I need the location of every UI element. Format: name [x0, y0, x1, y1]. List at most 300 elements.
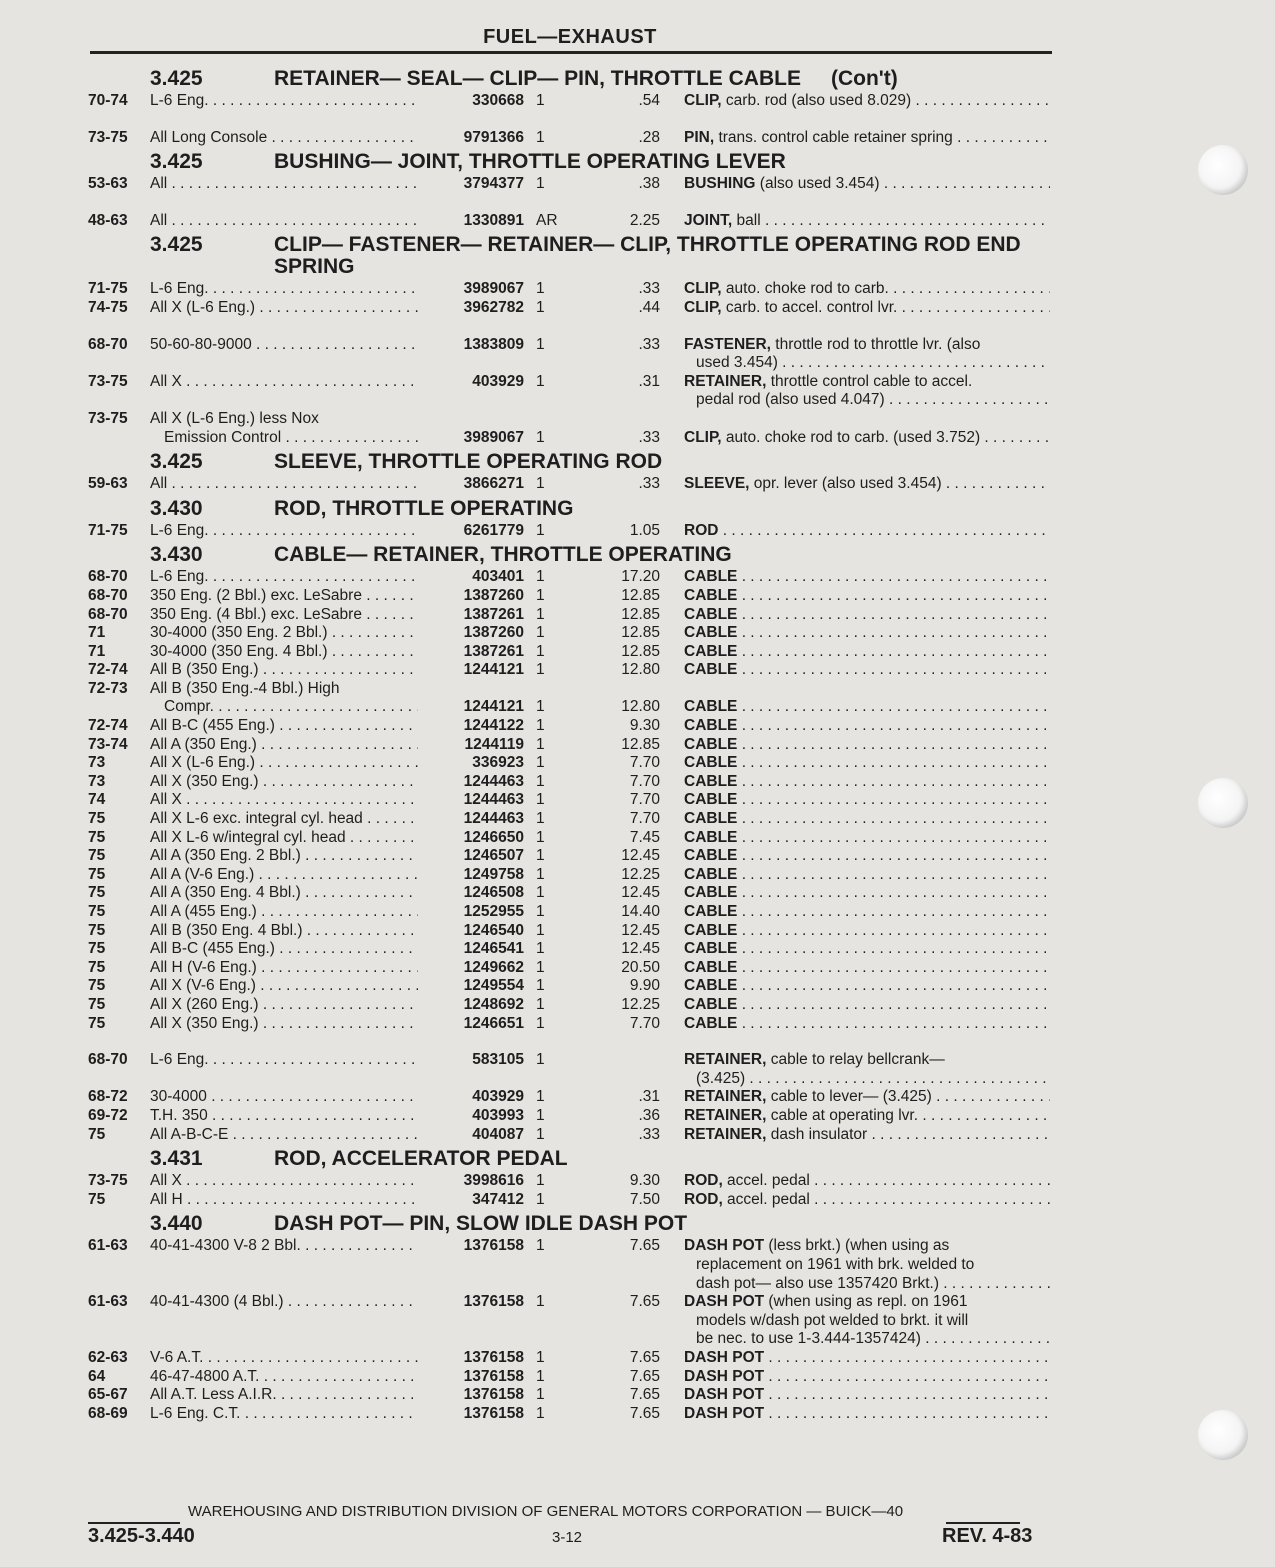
part-description: [684, 373, 1050, 410]
footer-rule-left: [88, 1522, 180, 1524]
model-description-line: All A-B-C-E . . .: [150, 1126, 418, 1145]
description-text: (also used 3.454): [755, 175, 880, 193]
description-text: ball: [732, 211, 761, 229]
binder-hole: [1198, 145, 1248, 195]
model-years: 71-75: [88, 280, 128, 298]
part-number: 1376158: [463, 1237, 524, 1255]
description-keyword: DASH POT: [684, 1386, 765, 1404]
description-keyword: CABLE: [684, 995, 738, 1013]
model-years: 75: [88, 847, 106, 865]
model-years: 75: [88, 921, 106, 939]
model-description-line: L-6 Eng. . . .: [150, 568, 418, 587]
model-years: 71: [88, 624, 106, 642]
description-line: [684, 643, 1050, 662]
price: 12.45: [621, 940, 660, 958]
description-text: (when using as repl. on 1961: [764, 1293, 968, 1311]
price: 12.80: [621, 698, 660, 716]
quantity: 1: [536, 1125, 545, 1143]
part-description: [684, 661, 1050, 680]
part-description: [684, 1386, 1050, 1405]
part-description: [684, 1349, 1050, 1368]
table-row: [88, 522, 1054, 541]
quantity: 1: [536, 940, 545, 958]
part-description: [684, 959, 1050, 978]
description-text: accel. pedal: [722, 1172, 810, 1190]
part-number: 336923: [472, 754, 524, 772]
description-keyword: CABLE: [684, 717, 738, 735]
model-description: [150, 661, 418, 680]
table-row: [88, 736, 1054, 755]
description-line: [684, 1126, 1050, 1145]
part-number: 1387260: [463, 586, 524, 604]
table-row: [88, 280, 1054, 299]
part-description: [684, 996, 1050, 1015]
footer-revision: REV. 4-83: [942, 1525, 1033, 1547]
part-number: 403929: [472, 1088, 524, 1106]
model-description: [150, 1015, 418, 1034]
quantity: 1: [536, 568, 545, 586]
section-title-text: ROD, THROTTLE OPERATING: [274, 496, 574, 520]
model-description: [150, 959, 418, 978]
part-number: 3866271: [463, 475, 524, 493]
description-keyword: CABLE: [684, 903, 738, 920]
price: 12.25: [621, 995, 660, 1013]
model-description: [150, 922, 418, 941]
description-text: trans. control cable retainer spring: [714, 128, 953, 146]
description-line: [684, 922, 1050, 941]
price: 7.65: [629, 1348, 660, 1366]
description-line: [684, 1088, 1050, 1107]
model-years: 70-74: [88, 92, 128, 109]
table-row: [88, 1191, 1054, 1210]
model-years: 62-63: [88, 1348, 128, 1366]
model-years: 53-63: [88, 175, 128, 193]
description-text: cable to relay bellcrank—: [766, 1051, 945, 1069]
quantity: 1: [536, 1051, 545, 1069]
description-keyword: ROD,: [684, 1190, 723, 1208]
table-row: [88, 959, 1054, 978]
price: .33: [638, 428, 660, 446]
description-line: [684, 903, 1050, 922]
model-description-line: All X (350 Eng.) . . .: [150, 773, 418, 792]
model-years: 75: [88, 1014, 106, 1032]
price: 7.70: [629, 754, 660, 772]
description-line: [684, 940, 1050, 959]
model-description: [150, 1126, 418, 1145]
section-title: [274, 234, 1054, 278]
model-description: [150, 680, 418, 717]
quantity: 1: [536, 772, 545, 790]
price: 9.90: [629, 977, 660, 995]
quantity: 1: [536, 810, 545, 828]
part-description: [684, 129, 1050, 148]
model-years: 65-67: [88, 1386, 128, 1404]
section-title-text: ROD, ACCELERATOR PEDAL: [274, 1147, 568, 1171]
model-years: 75: [88, 995, 106, 1013]
table-row: [88, 606, 1054, 625]
description-keyword: CABLE: [684, 1014, 738, 1032]
part-description: [684, 643, 1050, 662]
quantity: 1: [536, 128, 545, 146]
quantity: 1: [536, 372, 545, 390]
description-text: throttle control cable to accel.: [766, 372, 973, 390]
description-text: dash insulator: [766, 1125, 868, 1143]
table-row: [88, 1107, 1054, 1126]
part-description: [684, 336, 1050, 373]
model-description-line: 40-41-4300 V-8 2 Bbl. . . .: [150, 1237, 418, 1256]
model-description-line: All X (L-6 Eng.) . . .: [150, 299, 418, 318]
table-row: [88, 847, 1054, 866]
table-row: [88, 661, 1054, 680]
price: 14.40: [621, 903, 660, 920]
model-description: [150, 336, 418, 355]
description-keyword: CABLE: [684, 810, 738, 828]
part-number: 1376158: [463, 1293, 524, 1311]
price: .31: [638, 1088, 660, 1106]
description-line: [684, 280, 1050, 299]
description-keyword: CLIP,: [684, 280, 722, 298]
price: 7.50: [629, 1190, 660, 1208]
model-years: 73-75: [88, 1172, 128, 1190]
part-description: [684, 212, 1050, 231]
description-line: [684, 866, 1050, 885]
table-row: [88, 175, 1054, 194]
quantity: 1: [536, 298, 545, 316]
part-description: [684, 1051, 1050, 1088]
section-title-text: DASH POT— PIN, SLOW IDLE DASH POT: [274, 1212, 688, 1236]
binder-hole: [1198, 778, 1248, 828]
description-keyword: RETAINER,: [684, 1051, 767, 1069]
price: 12.25: [621, 865, 660, 883]
price: 12.85: [621, 586, 660, 604]
table-row: [88, 1088, 1054, 1107]
model-years: 48-63: [88, 211, 128, 229]
part-number: 403993: [472, 1106, 524, 1124]
part-number: 403929: [472, 372, 524, 390]
section-number: 3.425: [150, 67, 203, 90]
model-years: 75: [88, 884, 106, 902]
description-keyword: RETAINER,: [684, 1106, 767, 1124]
model-years: 69-72: [88, 1106, 128, 1124]
part-number: 1244463: [463, 810, 524, 828]
model-description: [150, 1172, 418, 1191]
quantity: 1: [536, 828, 545, 846]
description-keyword: DASH POT: [684, 1404, 765, 1422]
description-line: [684, 336, 1050, 355]
description-line: [684, 1172, 1050, 1191]
model-description-line: All A (350 Eng. 2 Bbl.) . . .: [150, 847, 418, 866]
description-keyword: CABLE: [684, 865, 738, 883]
part-number: 1249554: [463, 977, 524, 995]
model-years: 68-70: [88, 1051, 128, 1069]
description-line: [684, 624, 1050, 643]
table-row: [88, 624, 1054, 643]
model-years: 75: [88, 958, 106, 976]
part-description: [684, 791, 1050, 810]
part-number: 1252955: [463, 903, 524, 920]
section-number: 3.430: [150, 543, 203, 567]
part-description: [684, 903, 1050, 922]
model-description: [150, 373, 418, 392]
table-row: [88, 587, 1054, 606]
description-line: [684, 1275, 1050, 1294]
description-text: opr. lever (also used 3.454): [749, 475, 942, 493]
part-description: [684, 680, 1050, 717]
section-header: [88, 1213, 1054, 1235]
model-description: [150, 847, 418, 866]
model-description: [150, 568, 418, 587]
quantity: 1: [536, 624, 545, 642]
table-row: [88, 568, 1054, 587]
description-keyword: CABLE: [684, 791, 738, 809]
model-description: [150, 587, 418, 606]
quantity: 1: [536, 92, 545, 109]
model-years: 68-70: [88, 335, 128, 353]
footer-division: WAREHOUSING AND DISTRIBUTION DIVISION OF GENERAL MOTORS CORPORATION — BUICK—40: [188, 1503, 904, 1520]
part-number: 1376158: [463, 1404, 524, 1422]
model-description: [150, 1088, 418, 1107]
section-title-text: CABLE— RETAINER, THROTTLE OPERATING: [274, 543, 732, 567]
quantity: 1: [536, 717, 545, 735]
model-description-line: T.H. 350 . . .: [150, 1107, 418, 1126]
price: 1.05: [629, 521, 660, 539]
part-description: [684, 754, 1050, 773]
part-number: 3998616: [463, 1172, 524, 1190]
model-description: [150, 624, 418, 643]
description-keyword: CABLE: [684, 754, 738, 772]
price: .28: [638, 128, 660, 146]
description-text: be nec. to use 1-3.444-1357424): [696, 1330, 921, 1348]
description-keyword: CABLE: [684, 977, 738, 995]
quantity: 1: [536, 475, 545, 493]
section-title: [274, 151, 1054, 173]
row-spacer: [88, 318, 1054, 336]
model-description-line: 40-41-4300 (4 Bbl.) . . .: [150, 1293, 418, 1312]
model-years: 75: [88, 828, 106, 846]
quantity: 1: [536, 1293, 545, 1311]
price: 7.65: [629, 1237, 660, 1255]
description-keyword: CABLE: [684, 958, 738, 976]
description-keyword: CABLE: [684, 642, 738, 660]
model-description-line: 350 Eng. (2 Bbl.) exc. LeSabre . . .: [150, 587, 418, 606]
description-text: models w/dash pot welded to brkt. it will: [696, 1311, 969, 1329]
description-line: [684, 884, 1050, 903]
description-line: [684, 791, 1050, 810]
description-text: cable at operating lvr.: [766, 1106, 919, 1124]
model-description-line: 30-4000 (350 Eng. 2 Bbl.) . . .: [150, 624, 418, 643]
section-header: [88, 68, 1054, 90]
price: .44: [638, 298, 660, 316]
description-line: [684, 829, 1050, 848]
quantity: 1: [536, 1386, 545, 1404]
section-header: [88, 151, 1054, 173]
model-description-line: All X . . .: [150, 373, 418, 392]
price: 7.70: [629, 1014, 660, 1032]
price: .31: [638, 372, 660, 390]
part-number: 1376158: [463, 1367, 524, 1385]
quantity: 1: [536, 754, 545, 772]
part-number: 9791366: [463, 128, 524, 146]
table-row: [88, 1051, 1054, 1088]
part-description: [684, 884, 1050, 903]
description-line: [684, 736, 1050, 755]
quantity: 1: [536, 1088, 545, 1106]
model-description: [150, 299, 418, 318]
description-line: [684, 1312, 1050, 1331]
model-years: 73: [88, 772, 106, 790]
price: 17.20: [621, 568, 660, 586]
section-number: 3.431: [150, 1147, 203, 1171]
description-line: [684, 1191, 1050, 1210]
description-keyword: CLIP,: [684, 298, 722, 316]
part-description: [684, 280, 1050, 299]
table-row: [88, 1368, 1054, 1387]
quantity: 1: [536, 735, 545, 753]
model-description-line: All A.T. Less A.I.R. . . .: [150, 1386, 418, 1405]
model-years: 74: [88, 791, 106, 809]
description-line: [684, 354, 1050, 373]
binder-hole: [1198, 1410, 1248, 1460]
quantity: 1: [536, 175, 545, 193]
model-description-line: Compr. . . .: [150, 698, 418, 717]
quantity: 1: [536, 1237, 545, 1255]
price: 12.85: [621, 605, 660, 623]
price: 12.45: [621, 921, 660, 939]
section-title: [274, 68, 1054, 90]
description-keyword: CABLE: [684, 735, 738, 753]
model-description-line: All B (350 Eng.-4 Bbl.) High: [150, 679, 340, 697]
model-description: [150, 996, 418, 1015]
model-description-line: All . . .: [150, 175, 418, 194]
model-description-line: L-6 Eng. . . .: [150, 1051, 418, 1070]
description-keyword: CABLE: [684, 921, 738, 939]
description-line: [684, 847, 1050, 866]
part-description: [684, 1191, 1050, 1210]
model-description-line: 30-4000 . . .: [150, 1088, 418, 1107]
table-row: [88, 977, 1054, 996]
quantity: 1: [536, 1014, 545, 1032]
model-description-line: 46-47-4800 A.T. . . .: [150, 1368, 418, 1387]
description-keyword: JOINT,: [684, 211, 733, 229]
part-number: 1376158: [463, 1348, 524, 1366]
model-description-line: All A (350 Eng.) . . .: [150, 736, 418, 755]
description-line: [684, 175, 1050, 194]
row-spacer: [88, 1033, 1054, 1051]
description-line: [684, 1349, 1050, 1368]
price: 7.65: [629, 1386, 660, 1404]
description-keyword: DASH POT: [684, 1237, 765, 1255]
part-number: 1249662: [463, 958, 524, 976]
part-description: [684, 475, 1050, 494]
price: 7.70: [629, 772, 660, 790]
price: 7.65: [629, 1367, 660, 1385]
part-description: [684, 810, 1050, 829]
model-description-line: All X (V-6 Eng.) . . .: [150, 977, 418, 996]
model-years: 75: [88, 903, 106, 920]
model-description: [150, 1051, 418, 1070]
model-description-line: L-6 Eng. . . .: [150, 280, 418, 299]
table-row: [88, 1349, 1054, 1368]
model-description: [150, 280, 418, 299]
quantity: 1: [536, 921, 545, 939]
table-row: [88, 373, 1054, 410]
description-line: [684, 522, 1050, 541]
model-years: 71-75: [88, 521, 128, 539]
part-description: [684, 587, 1050, 606]
description-line: [684, 996, 1050, 1015]
quantity: 1: [536, 1172, 545, 1190]
model-description-line: All H (V-6 Eng.) . . .: [150, 959, 418, 978]
part-number: 1244121: [463, 661, 524, 679]
price: 7.65: [629, 1404, 660, 1422]
part-number: 3794377: [463, 175, 524, 193]
top-rule: [90, 51, 1052, 54]
part-description: [684, 829, 1050, 848]
part-description: [684, 1107, 1050, 1126]
model-description-line: All B-C (455 Eng.) . . .: [150, 940, 418, 959]
part-description: [684, 940, 1050, 959]
model-description-line: All . . .: [150, 475, 418, 494]
part-description: [684, 299, 1050, 318]
price: 7.45: [629, 828, 660, 846]
part-number: 3962782: [463, 298, 524, 316]
quantity: 1: [536, 847, 545, 865]
description-keyword: CABLE: [684, 568, 738, 586]
description-text: (less brkt.) (when using as: [764, 1237, 950, 1255]
price: .36: [638, 1106, 660, 1124]
table-row: [88, 1015, 1054, 1034]
model-years: 68-69: [88, 1404, 128, 1422]
part-description: [684, 717, 1050, 736]
description-text: carb. to accel. control lvr.: [721, 298, 898, 316]
model-description: [150, 903, 418, 922]
price: 20.50: [621, 958, 660, 976]
model-years: 75: [88, 940, 106, 958]
model-years: 75: [88, 977, 106, 995]
price: 12.85: [621, 735, 660, 753]
description-line: [684, 391, 1050, 410]
description-line: [684, 373, 1050, 392]
table-row: [88, 866, 1054, 885]
quantity: 1: [536, 1106, 545, 1124]
model-description-line: 350 Eng. (4 Bbl.) exc. LeSabre . . .: [150, 606, 418, 625]
model-description: [150, 1293, 418, 1312]
model-description: [150, 940, 418, 959]
table-row: [88, 212, 1054, 231]
description-line: [684, 1237, 1050, 1256]
section-title-text: BUSHING— JOINT, THROTTLE OPERATING LEVER: [274, 150, 786, 174]
model-description-line: All X (L-6 Eng.) less Nox: [150, 409, 319, 427]
model-description-line: All A (455 Eng.) . . .: [150, 903, 418, 922]
price: 12.45: [621, 847, 660, 865]
model-description: [150, 475, 418, 494]
part-description: [684, 522, 1050, 541]
model-description: [150, 606, 418, 625]
description-keyword: ROD: [684, 521, 719, 539]
model-years: 75: [88, 1190, 106, 1208]
part-description: [684, 92, 1050, 111]
model-years: 61-63: [88, 1293, 128, 1311]
quantity: 1: [536, 958, 545, 976]
price: 9.30: [629, 1172, 660, 1190]
quantity: 1: [536, 698, 545, 716]
quantity: 1: [536, 661, 545, 679]
footer-group-range: 3.425-3.440: [88, 1525, 195, 1547]
price: 7.70: [629, 791, 660, 809]
model-description-line: All X . . .: [150, 1172, 418, 1191]
quantity: 1: [536, 977, 545, 995]
part-number: 347412: [472, 1190, 524, 1208]
